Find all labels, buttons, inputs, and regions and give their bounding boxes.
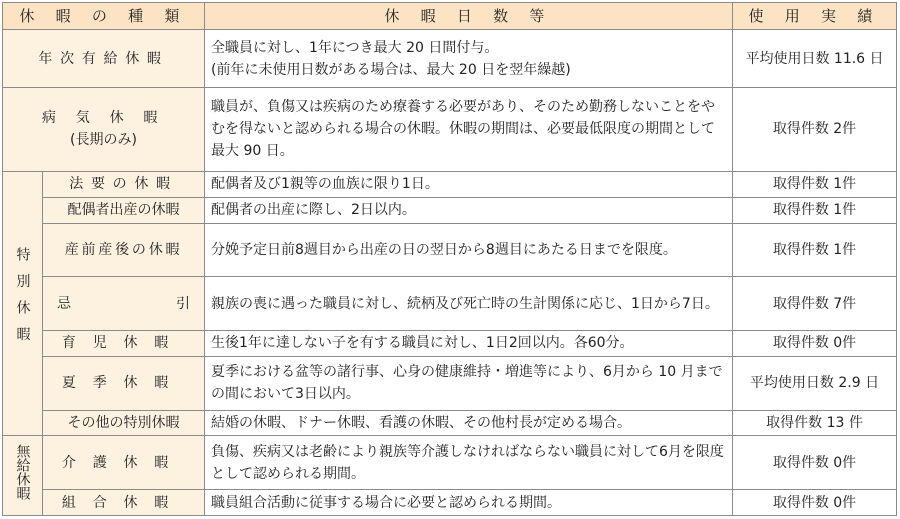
special-leave-desc: 結婚の休暇、ドナー休暇、看護の休暇、その他村長が定める場合。: [205, 410, 733, 436]
special-leave-name: 法要の休暇: [43, 171, 205, 197]
unpaid-leave-group-text: 無給休暇: [14, 444, 31, 501]
leave-name-sick-line2: (長期のみ): [70, 132, 137, 149]
special-leave-usage: 取得件数 13 件: [733, 410, 897, 436]
special-leave-usage: 取得件数 1件: [733, 223, 897, 277]
special-leave-desc: 夏季における盆等の諸行事、心身の健康維持・増進等により、6月から 10 月までの間において3日以内。: [205, 356, 733, 410]
table-row-special-2: [3, 223, 897, 277]
table-row-special-6: [3, 410, 897, 436]
leave-types-table: [2, 2, 897, 516]
special-leave-name-part1: 忌: [57, 295, 71, 312]
special-leave-usage: 取得件数 1件: [733, 197, 897, 223]
leave-desc-annual-line2: (前年に未使用日数がある場合は、最大 20 日を翌年繰越): [211, 61, 571, 78]
special-leave-desc: 分娩予定日前8週目から出産の日の翌日から8週目にあたる日までを限度。: [205, 223, 733, 277]
special-leave-group-label: [3, 171, 43, 435]
unpaid-leave-desc: 負傷、疾病又は老齢により親族等介護しなければならない職員に対して6月を限度として認められる期間。: [205, 436, 733, 490]
special-leave-desc: 配偶者及び1親等の血族に限り1日。: [205, 171, 733, 197]
special-leave-name: 産前産後の休暇: [43, 223, 205, 277]
unpaid-leave-group-label: [3, 436, 43, 516]
unpaid-leave-name: 組合休暇: [43, 490, 205, 516]
special-leave-usage: 取得件数 0件: [733, 331, 897, 357]
header-usage: 使 用 実 績: [733, 3, 897, 30]
leave-usage-sick: 取得件数 2件: [733, 88, 897, 172]
table-row-special-3: [3, 277, 897, 331]
header-type: 休 暇 の 種 類: [3, 3, 205, 30]
special-leave-desc: 配偶者の出産に際し、2日以内。: [205, 197, 733, 223]
leave-name-sick: [3, 88, 205, 172]
table-row-unpaid-0: [3, 436, 897, 490]
special-leave-usage: 平均使用日数 2.9 日: [733, 356, 897, 410]
special-leave-name: [43, 277, 205, 331]
table-row-annual: [3, 30, 897, 88]
special-leave-name-part2: 引: [176, 295, 191, 312]
special-leave-name: 夏季休暇: [43, 356, 205, 410]
unpaid-leave-usage: 取得件数 0件: [733, 490, 897, 516]
table-row-special-0: [3, 171, 897, 197]
header-row: [3, 3, 897, 30]
special-leave-desc: 親族の喪に遇った職員に対し、続柄及び死亡時の生計関係に応じ、1日から7日。: [205, 277, 733, 331]
unpaid-leave-usage: 取得件数 0件: [733, 436, 897, 490]
leave-usage-annual: 平均使用日数 11.6 日: [733, 30, 897, 88]
special-leave-desc: 生後1年に達しない子を有する職員に対し、1日2回以内。各60分。: [205, 331, 733, 357]
leave-desc-annual: [205, 30, 733, 88]
table-row-sick: [3, 88, 897, 172]
unpaid-leave-name: 介護休暇: [43, 436, 205, 490]
leave-name-sick-line1: 病 気 休 暇: [41, 110, 166, 127]
leave-name-annual: 年次有給休暇: [3, 30, 205, 88]
special-leave-usage: 取得件数 7件: [733, 277, 897, 331]
special-leave-name: 配偶者出産の休暇: [43, 197, 205, 223]
table-row-special-1: [3, 197, 897, 223]
special-leave-name: 育児休暇: [43, 331, 205, 357]
special-leave-usage: 取得件数 1件: [733, 171, 897, 197]
table-row-unpaid-1: [3, 490, 897, 516]
special-leave-name: その他の特別休暇: [43, 410, 205, 436]
special-leave-group-text: 特別休暇: [14, 246, 31, 354]
leave-desc-sick: 職員が、負傷又は疾病のため療養する必要があり、そのため勤務しないことをやむを得ないと認められる場合の休暇。休暇の期間は、必要最低限度の期間として最大 90 日。: [205, 88, 733, 172]
leave-desc-annual-line1: 全職員に対し、1年につき最大 20 日間付与。: [211, 39, 499, 56]
header-days: 休 暇 日 数 等: [205, 3, 733, 30]
special-leave-name-text: [49, 293, 198, 315]
unpaid-leave-desc: 職員組合活動に従事する場合に必要と認められる期間。: [205, 490, 733, 516]
table-row-special-4: [3, 331, 897, 357]
table-row-special-5: [3, 356, 897, 410]
